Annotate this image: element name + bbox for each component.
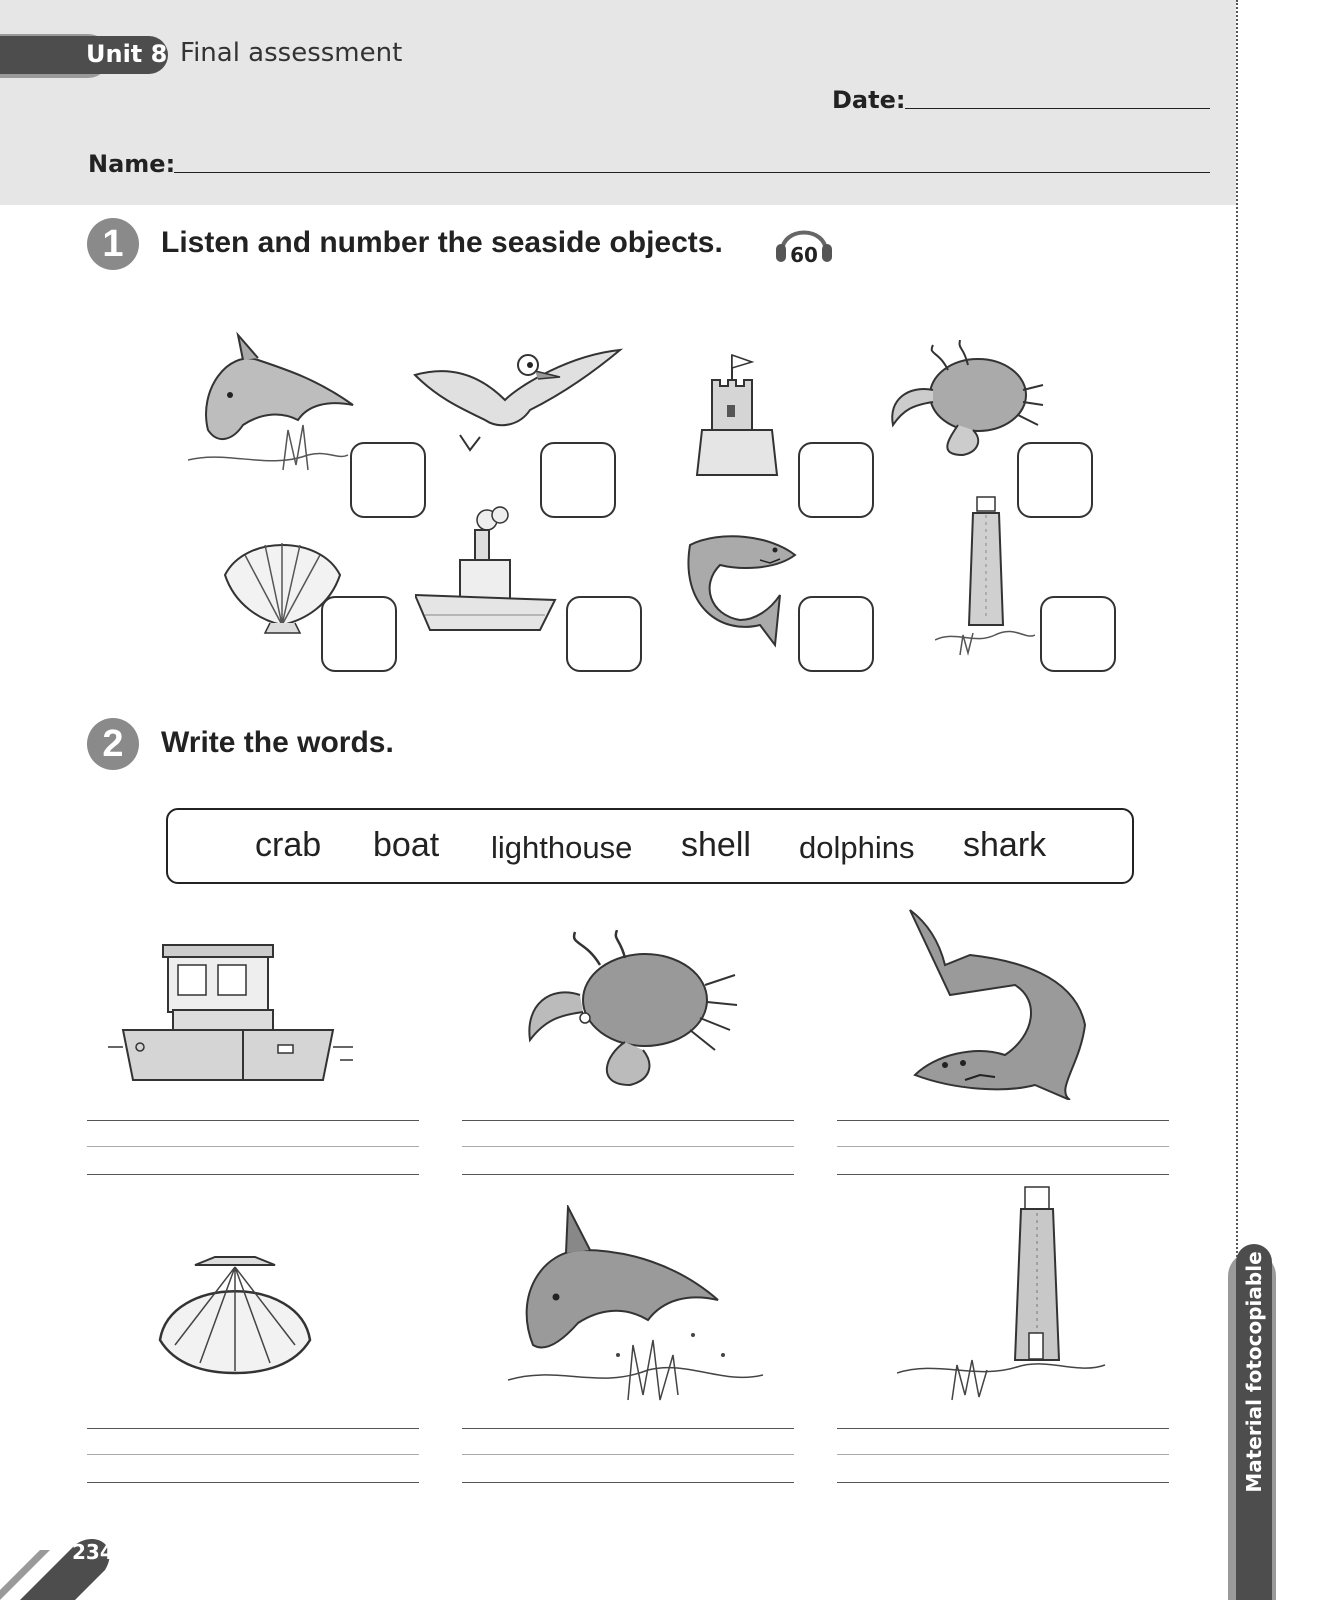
guide-line: [837, 1482, 1169, 1483]
answer-box-sandcastle[interactable]: [798, 442, 874, 518]
page-number: 234: [72, 1540, 114, 1564]
dolphin-icon: [188, 330, 363, 480]
shark-icon: [680, 525, 800, 655]
answer-box-crab[interactable]: [1017, 442, 1093, 518]
sandcastle-icon: [692, 350, 782, 480]
guide-line: [837, 1146, 1169, 1147]
exercise-1-number: 1: [87, 218, 139, 270]
lighthouse-icon: [935, 495, 1035, 665]
photocopiable-label: Material fotocopiable: [1242, 1251, 1266, 1493]
shark-icon: [905, 905, 1095, 1100]
guide-line: [462, 1146, 794, 1147]
word-bank-item: boat: [373, 826, 440, 864]
date-label: Date:: [832, 86, 906, 114]
name-field[interactable]: [174, 172, 1210, 173]
word-bank-item: shell: [681, 826, 751, 864]
exercise-2-number: 2: [87, 718, 139, 770]
word-bank-item: shark: [963, 826, 1047, 864]
guide-line: [837, 1454, 1169, 1455]
answer-line-shark[interactable]: [837, 1120, 1169, 1121]
name-label: Name:: [88, 150, 176, 178]
answer-line-dolphins[interactable]: [462, 1428, 794, 1429]
guide-line: [87, 1174, 419, 1175]
header-band: [0, 0, 1236, 205]
answer-line-boat[interactable]: [87, 1120, 419, 1121]
shell-icon: [155, 1255, 315, 1375]
answer-box-boat[interactable]: [566, 596, 642, 672]
crab-icon: [525, 930, 740, 1090]
guide-line: [462, 1454, 794, 1455]
word-bank-item: lighthouse: [491, 830, 633, 865]
word-bank-item: crab: [255, 826, 322, 864]
guide-line: [87, 1146, 419, 1147]
answer-line-lighthouse[interactable]: [837, 1428, 1169, 1429]
dolphin-icon: [508, 1205, 768, 1405]
guide-line: [462, 1482, 794, 1483]
guide-line: [87, 1482, 419, 1483]
exercise-1-instruction: Listen and number the seaside objects.: [161, 226, 723, 259]
answer-box-shark[interactable]: [798, 596, 874, 672]
headphones-icon: [774, 218, 834, 270]
word-bank-item: dolphins: [799, 830, 915, 865]
guide-line: [837, 1174, 1169, 1175]
lighthouse-icon: [897, 1185, 1107, 1410]
answer-line-crab[interactable]: [462, 1120, 794, 1121]
date-field[interactable]: [905, 108, 1210, 109]
unit-title: Final assessment: [180, 38, 403, 68]
answer-line-shell[interactable]: [87, 1428, 419, 1429]
answer-box-shell[interactable]: [321, 596, 397, 672]
boat-icon: [415, 505, 565, 640]
answer-box-seagull[interactable]: [540, 442, 616, 518]
unit-label: Unit 8: [86, 40, 168, 68]
boat-icon: [108, 935, 358, 1090]
exercise-2-instruction: Write the words.: [161, 726, 394, 759]
guide-line: [462, 1174, 794, 1175]
answer-box-lighthouse[interactable]: [1040, 596, 1116, 672]
guide-line: [87, 1454, 419, 1455]
track-number: 60: [790, 243, 818, 267]
answer-box-dolphin[interactable]: [350, 442, 426, 518]
